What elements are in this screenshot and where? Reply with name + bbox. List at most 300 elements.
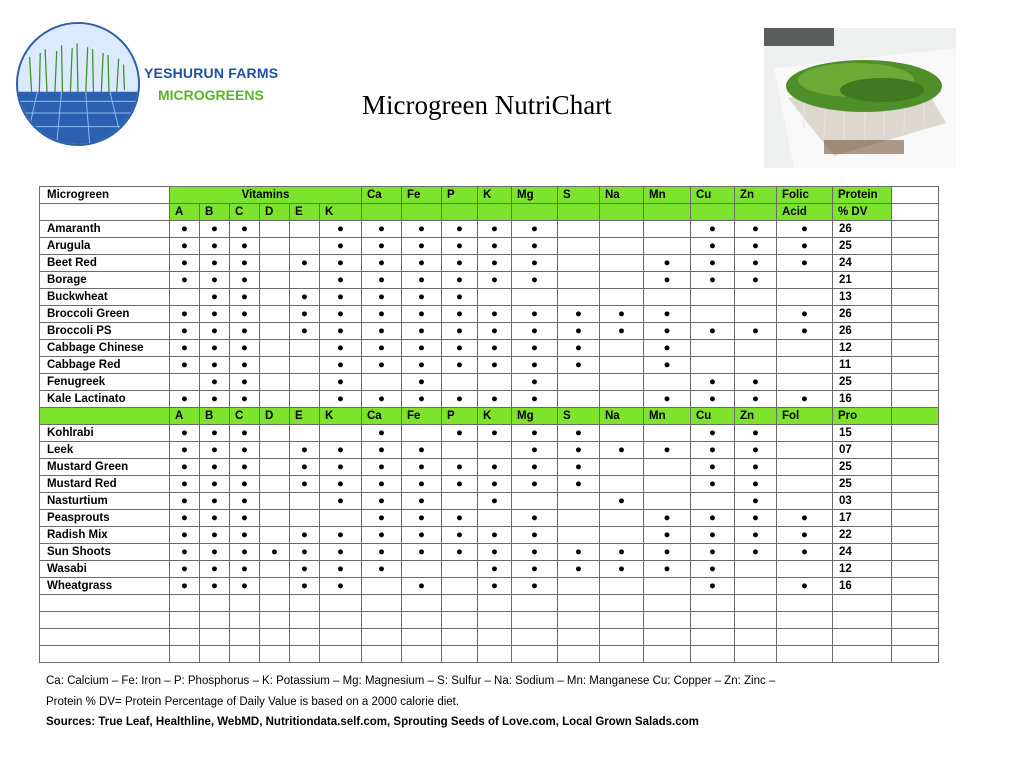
empty-cell xyxy=(644,238,691,255)
empty-cell xyxy=(644,459,691,476)
nutrient-dot: ● xyxy=(478,544,512,561)
column-header-vitamins: Vitamins xyxy=(170,187,362,204)
empty-cell xyxy=(735,595,777,612)
nutrient-dot: ● xyxy=(362,527,402,544)
microgreen-name: Borage xyxy=(40,272,170,289)
empty-cell xyxy=(40,595,170,612)
nutrient-dot: ● xyxy=(402,357,442,374)
empty-cell xyxy=(320,646,362,663)
table-row xyxy=(40,527,939,544)
empty-cell xyxy=(362,612,402,629)
empty-cell xyxy=(892,510,939,527)
header-row-primary xyxy=(40,187,939,204)
empty-cell xyxy=(777,357,833,374)
table-row xyxy=(40,476,939,493)
empty-cell xyxy=(230,595,260,612)
nutrient-dot: ● xyxy=(200,306,230,323)
nutrient-dot: ● xyxy=(735,221,777,238)
nutrient-dot: ● xyxy=(402,442,442,459)
midheader-cell: K xyxy=(478,408,512,425)
nutrient-dot: ● xyxy=(600,544,644,561)
nutrient-dot: ● xyxy=(200,527,230,544)
nutrient-dot: ● xyxy=(512,306,558,323)
table-row xyxy=(40,289,939,306)
microgreen-name: Kale Lactinato xyxy=(40,391,170,408)
empty-cell xyxy=(442,493,478,510)
midheader-cell: Fe xyxy=(402,408,442,425)
empty-cell xyxy=(691,289,735,306)
nutrient-dot: ● xyxy=(777,578,833,595)
empty-cell xyxy=(735,289,777,306)
nutrient-dot: ● xyxy=(558,459,600,476)
empty-cell xyxy=(777,646,833,663)
empty-cell xyxy=(600,578,644,595)
empty-cell xyxy=(320,629,362,646)
empty-cell xyxy=(892,629,939,646)
nutrient-dot: ● xyxy=(200,510,230,527)
empty-cell xyxy=(600,646,644,663)
nutrient-dot: ● xyxy=(478,425,512,442)
empty-cell xyxy=(170,595,200,612)
nutrient-dot: ● xyxy=(260,544,290,561)
nutrient-dot: ● xyxy=(512,544,558,561)
nutrient-dot: ● xyxy=(362,459,402,476)
microgreen-name: Cabbage Red xyxy=(40,357,170,374)
empty-cell xyxy=(260,374,290,391)
empty-cell xyxy=(892,595,939,612)
empty-cell xyxy=(777,340,833,357)
empty-cell xyxy=(290,357,320,374)
microgreen-name: Cabbage Chinese xyxy=(40,340,170,357)
empty-cell xyxy=(892,493,939,510)
nutrient-dot: ● xyxy=(362,442,402,459)
empty-cell xyxy=(691,612,735,629)
empty-cell xyxy=(691,629,735,646)
nutrient-dot: ● xyxy=(644,527,691,544)
nutrient-dot: ● xyxy=(442,510,478,527)
empty-cell xyxy=(478,374,512,391)
nutrient-dot: ● xyxy=(478,255,512,272)
empty-cell xyxy=(644,493,691,510)
nutrient-dot: ● xyxy=(512,510,558,527)
table-row xyxy=(40,510,939,527)
empty-cell xyxy=(600,289,644,306)
empty-cell xyxy=(512,612,558,629)
empty-cell xyxy=(260,561,290,578)
subheader-cell: A xyxy=(170,204,200,221)
nutrient-dot: ● xyxy=(320,289,362,306)
nutrient-dot: ● xyxy=(320,493,362,510)
midheader-cell: E xyxy=(290,408,320,425)
empty-cell xyxy=(260,612,290,629)
empty-cell xyxy=(691,646,735,663)
nutrient-dot: ● xyxy=(644,510,691,527)
protein-value: 12 xyxy=(833,340,892,357)
empty-cell xyxy=(735,629,777,646)
nutrient-dot: ● xyxy=(362,391,402,408)
empty-cell xyxy=(230,629,260,646)
empty-cell xyxy=(644,578,691,595)
nutrient-dot: ● xyxy=(200,272,230,289)
nutrient-dot: ● xyxy=(320,357,362,374)
nutrient-dot: ● xyxy=(200,221,230,238)
microgreen-name: Buckwheat xyxy=(40,289,170,306)
nutrient-dot: ● xyxy=(691,272,735,289)
protein-value: 24 xyxy=(833,255,892,272)
protein-value: 12 xyxy=(833,561,892,578)
empty-cell xyxy=(260,323,290,340)
nutrient-dot: ● xyxy=(170,340,200,357)
empty-cell xyxy=(402,629,442,646)
nutrient-dot: ● xyxy=(442,459,478,476)
nutrient-dot: ● xyxy=(691,442,735,459)
protein-value: 25 xyxy=(833,238,892,255)
nutrient-dot: ● xyxy=(478,306,512,323)
midheader-cell: A xyxy=(170,408,200,425)
nutrient-dot: ● xyxy=(478,476,512,493)
empty-cell xyxy=(777,595,833,612)
empty-cell xyxy=(558,374,600,391)
nutrient-dot: ● xyxy=(777,323,833,340)
empty-cell xyxy=(200,646,230,663)
nutrient-dot: ● xyxy=(478,238,512,255)
empty-cell xyxy=(170,289,200,306)
nutrient-dot: ● xyxy=(512,323,558,340)
midheader-cell: D xyxy=(260,408,290,425)
nutrition-table xyxy=(39,186,939,663)
empty-cell xyxy=(644,612,691,629)
nutrient-dot: ● xyxy=(691,391,735,408)
midheader-cell: Fol xyxy=(777,408,833,425)
midheader-cell: Cu xyxy=(691,408,735,425)
nutrient-dot: ● xyxy=(442,289,478,306)
header-row-secondary xyxy=(40,204,939,221)
farm-logo xyxy=(16,22,140,146)
nutrient-dot: ● xyxy=(735,493,777,510)
protein-value: 25 xyxy=(833,476,892,493)
empty-cell xyxy=(691,595,735,612)
empty-cell xyxy=(260,510,290,527)
nutrient-dot: ● xyxy=(290,561,320,578)
empty-cell xyxy=(442,629,478,646)
nutrient-dot: ● xyxy=(644,323,691,340)
table-row xyxy=(40,578,939,595)
nutrient-dot: ● xyxy=(320,527,362,544)
nutrient-dot: ● xyxy=(691,459,735,476)
empty-cell xyxy=(558,629,600,646)
empty-cell xyxy=(644,646,691,663)
nutrient-dot: ● xyxy=(402,391,442,408)
nutrient-dot: ● xyxy=(230,476,260,493)
nutrient-dot: ● xyxy=(558,340,600,357)
empty-cell xyxy=(170,612,200,629)
nutrient-dot: ● xyxy=(362,340,402,357)
nutrient-dot: ● xyxy=(478,391,512,408)
nutrient-dot: ● xyxy=(230,527,260,544)
nutrient-dot: ● xyxy=(777,306,833,323)
nutrient-dot: ● xyxy=(200,255,230,272)
empty-cell xyxy=(260,272,290,289)
empty-cell xyxy=(833,646,892,663)
nutrient-dot: ● xyxy=(478,272,512,289)
nutrient-dot: ● xyxy=(170,476,200,493)
nutrient-dot: ● xyxy=(691,510,735,527)
empty-cell xyxy=(777,561,833,578)
empty-cell xyxy=(260,255,290,272)
empty-cell xyxy=(600,510,644,527)
nutrient-dot: ● xyxy=(777,238,833,255)
nutrient-dot: ● xyxy=(777,527,833,544)
empty-cell xyxy=(512,595,558,612)
empty-cell xyxy=(478,442,512,459)
table-row xyxy=(40,391,939,408)
empty-cell xyxy=(892,425,939,442)
subheader-cell: Acid xyxy=(777,204,833,221)
empty-cell xyxy=(260,306,290,323)
nutrient-dot: ● xyxy=(402,255,442,272)
nutrient-dot: ● xyxy=(442,425,478,442)
column-header: Folic xyxy=(777,187,833,204)
nutrient-dot: ● xyxy=(290,255,320,272)
empty-cell xyxy=(558,289,600,306)
nutrient-dot: ● xyxy=(230,374,260,391)
nutrient-dot: ● xyxy=(735,442,777,459)
empty-cell xyxy=(442,442,478,459)
nutrient-dot: ● xyxy=(320,221,362,238)
microgreen-name: Radish Mix xyxy=(40,527,170,544)
nutrient-dot: ● xyxy=(320,323,362,340)
empty-cell xyxy=(735,357,777,374)
table-row xyxy=(40,221,939,238)
nutrient-dot: ● xyxy=(170,391,200,408)
empty-cell xyxy=(644,595,691,612)
nutrient-dot: ● xyxy=(512,340,558,357)
protein-value: 11 xyxy=(833,357,892,374)
column-header: K xyxy=(478,187,512,204)
subheader-cell xyxy=(558,204,600,221)
nutrient-dot: ● xyxy=(691,544,735,561)
empty-cell xyxy=(777,612,833,629)
subheader-cell: D xyxy=(260,204,290,221)
empty-cell xyxy=(260,238,290,255)
table-row xyxy=(40,272,939,289)
empty-cell xyxy=(290,493,320,510)
nutrient-dot: ● xyxy=(170,221,200,238)
empty-cell xyxy=(402,595,442,612)
empty-cell xyxy=(442,646,478,663)
empty-cell xyxy=(892,391,939,408)
nutrient-dot: ● xyxy=(362,357,402,374)
subheader-cell xyxy=(892,204,939,221)
nutrient-dot: ● xyxy=(230,425,260,442)
empty-cell xyxy=(260,289,290,306)
protein-value: 03 xyxy=(833,493,892,510)
empty-cell xyxy=(777,459,833,476)
empty-cell xyxy=(478,510,512,527)
empty-cell xyxy=(558,238,600,255)
nutrient-dot: ● xyxy=(200,238,230,255)
empty-cell xyxy=(777,629,833,646)
column-header: Fe xyxy=(402,187,442,204)
empty-cell xyxy=(558,527,600,544)
empty-cell xyxy=(600,357,644,374)
nutrient-dot: ● xyxy=(170,442,200,459)
nutrient-dot: ● xyxy=(478,578,512,595)
nutrient-dot: ● xyxy=(512,238,558,255)
nutrient-dot: ● xyxy=(230,221,260,238)
nutrient-dot: ● xyxy=(402,374,442,391)
empty-cell xyxy=(644,289,691,306)
empty-cell xyxy=(644,425,691,442)
nutrient-dot: ● xyxy=(478,357,512,374)
empty-cell xyxy=(442,561,478,578)
nutrient-dot: ● xyxy=(402,476,442,493)
nutrient-dot: ● xyxy=(362,510,402,527)
empty-cell xyxy=(735,612,777,629)
nutrient-dot: ● xyxy=(290,476,320,493)
nutrient-dot: ● xyxy=(735,527,777,544)
nutrient-dot: ● xyxy=(320,272,362,289)
empty-cell xyxy=(644,374,691,391)
nutrient-dot: ● xyxy=(512,221,558,238)
nutrient-dot: ● xyxy=(442,306,478,323)
microgreen-name: Broccoli Green xyxy=(40,306,170,323)
nutrient-dot: ● xyxy=(290,578,320,595)
empty-cell xyxy=(260,391,290,408)
empty-cell xyxy=(290,425,320,442)
subheader-cell xyxy=(362,204,402,221)
nutrient-dot: ● xyxy=(558,544,600,561)
empty-cell xyxy=(644,476,691,493)
empty-cell xyxy=(478,289,512,306)
subheader-cell xyxy=(402,204,442,221)
nutrient-dot: ● xyxy=(402,578,442,595)
empty-cell xyxy=(320,612,362,629)
nutrient-dot: ● xyxy=(170,561,200,578)
protein-value: 16 xyxy=(833,578,892,595)
column-header xyxy=(892,187,939,204)
empty-cell xyxy=(833,595,892,612)
nutrient-dot: ● xyxy=(362,255,402,272)
nutrient-dot: ● xyxy=(512,391,558,408)
empty-cell xyxy=(320,425,362,442)
nutrient-dot: ● xyxy=(442,476,478,493)
midheader-cell xyxy=(892,408,939,425)
empty-cell xyxy=(558,221,600,238)
empty-cell xyxy=(558,646,600,663)
empty-cell xyxy=(260,476,290,493)
subheader-cell xyxy=(40,204,170,221)
empty-cell xyxy=(362,629,402,646)
protein-value: 22 xyxy=(833,527,892,544)
nutrient-dot: ● xyxy=(735,510,777,527)
empty-cell xyxy=(892,544,939,561)
empty-cell xyxy=(892,255,939,272)
nutrient-dot: ● xyxy=(170,272,200,289)
empty-cell xyxy=(290,510,320,527)
nutrient-dot: ● xyxy=(230,578,260,595)
nutrient-dot: ● xyxy=(402,340,442,357)
empty-cell xyxy=(691,306,735,323)
nutrient-dot: ● xyxy=(230,272,260,289)
nutrient-dot: ● xyxy=(402,289,442,306)
empty-cell xyxy=(558,612,600,629)
empty-cell xyxy=(512,629,558,646)
nutrient-dot: ● xyxy=(735,459,777,476)
protein-value: 15 xyxy=(833,425,892,442)
nutrient-dot: ● xyxy=(402,323,442,340)
nutrient-dot: ● xyxy=(478,459,512,476)
protein-value: 24 xyxy=(833,544,892,561)
nutrient-dot: ● xyxy=(512,374,558,391)
subheader-cell: % DV xyxy=(833,204,892,221)
midheader-cell: Mg xyxy=(512,408,558,425)
empty-cell xyxy=(170,374,200,391)
empty-cell xyxy=(290,272,320,289)
empty-cell xyxy=(442,612,478,629)
column-header: Mn xyxy=(644,187,691,204)
nutrient-dot: ● xyxy=(644,272,691,289)
nutrient-dot: ● xyxy=(777,391,833,408)
nutrient-dot: ● xyxy=(558,306,600,323)
nutrient-dot: ● xyxy=(362,544,402,561)
nutrient-dot: ● xyxy=(478,340,512,357)
empty-cell xyxy=(600,374,644,391)
nutrient-dot: ● xyxy=(320,255,362,272)
nutrient-dot: ● xyxy=(735,391,777,408)
empty-cell xyxy=(735,340,777,357)
microgreen-name: Nasturtium xyxy=(40,493,170,510)
nutrient-dot: ● xyxy=(362,306,402,323)
table-row xyxy=(40,459,939,476)
nutrient-dot: ● xyxy=(170,493,200,510)
microgreen-name: Arugula xyxy=(40,238,170,255)
empty-cell xyxy=(600,459,644,476)
table-row xyxy=(40,442,939,459)
nutrient-dot: ● xyxy=(478,221,512,238)
nutrient-dot: ● xyxy=(512,459,558,476)
empty-cell xyxy=(478,629,512,646)
empty-cell xyxy=(600,391,644,408)
nutrient-dot: ● xyxy=(200,544,230,561)
nutrient-dot: ● xyxy=(230,340,260,357)
table-row xyxy=(40,561,939,578)
nutrient-dot: ● xyxy=(512,272,558,289)
midheader-cell: Ca xyxy=(362,408,402,425)
empty-cell xyxy=(260,221,290,238)
nutrient-dot: ● xyxy=(320,459,362,476)
empty-cell xyxy=(892,646,939,663)
empty-cell xyxy=(40,612,170,629)
nutrient-dot: ● xyxy=(230,493,260,510)
empty-cell xyxy=(402,561,442,578)
nutrient-dot: ● xyxy=(362,493,402,510)
empty-cell xyxy=(290,374,320,391)
nutrient-dot: ● xyxy=(230,544,260,561)
nutrient-dot: ● xyxy=(735,323,777,340)
nutrient-dot: ● xyxy=(200,561,230,578)
empty-cell xyxy=(290,238,320,255)
empty-cell xyxy=(40,629,170,646)
nutrient-dot: ● xyxy=(290,544,320,561)
nutrient-dot: ● xyxy=(442,357,478,374)
nutrient-dot: ● xyxy=(442,323,478,340)
empty-cell xyxy=(892,374,939,391)
nutrient-dot: ● xyxy=(362,221,402,238)
microgreen-name: Mustard Green xyxy=(40,459,170,476)
nutrient-dot: ● xyxy=(691,425,735,442)
nutrient-dot: ● xyxy=(644,306,691,323)
